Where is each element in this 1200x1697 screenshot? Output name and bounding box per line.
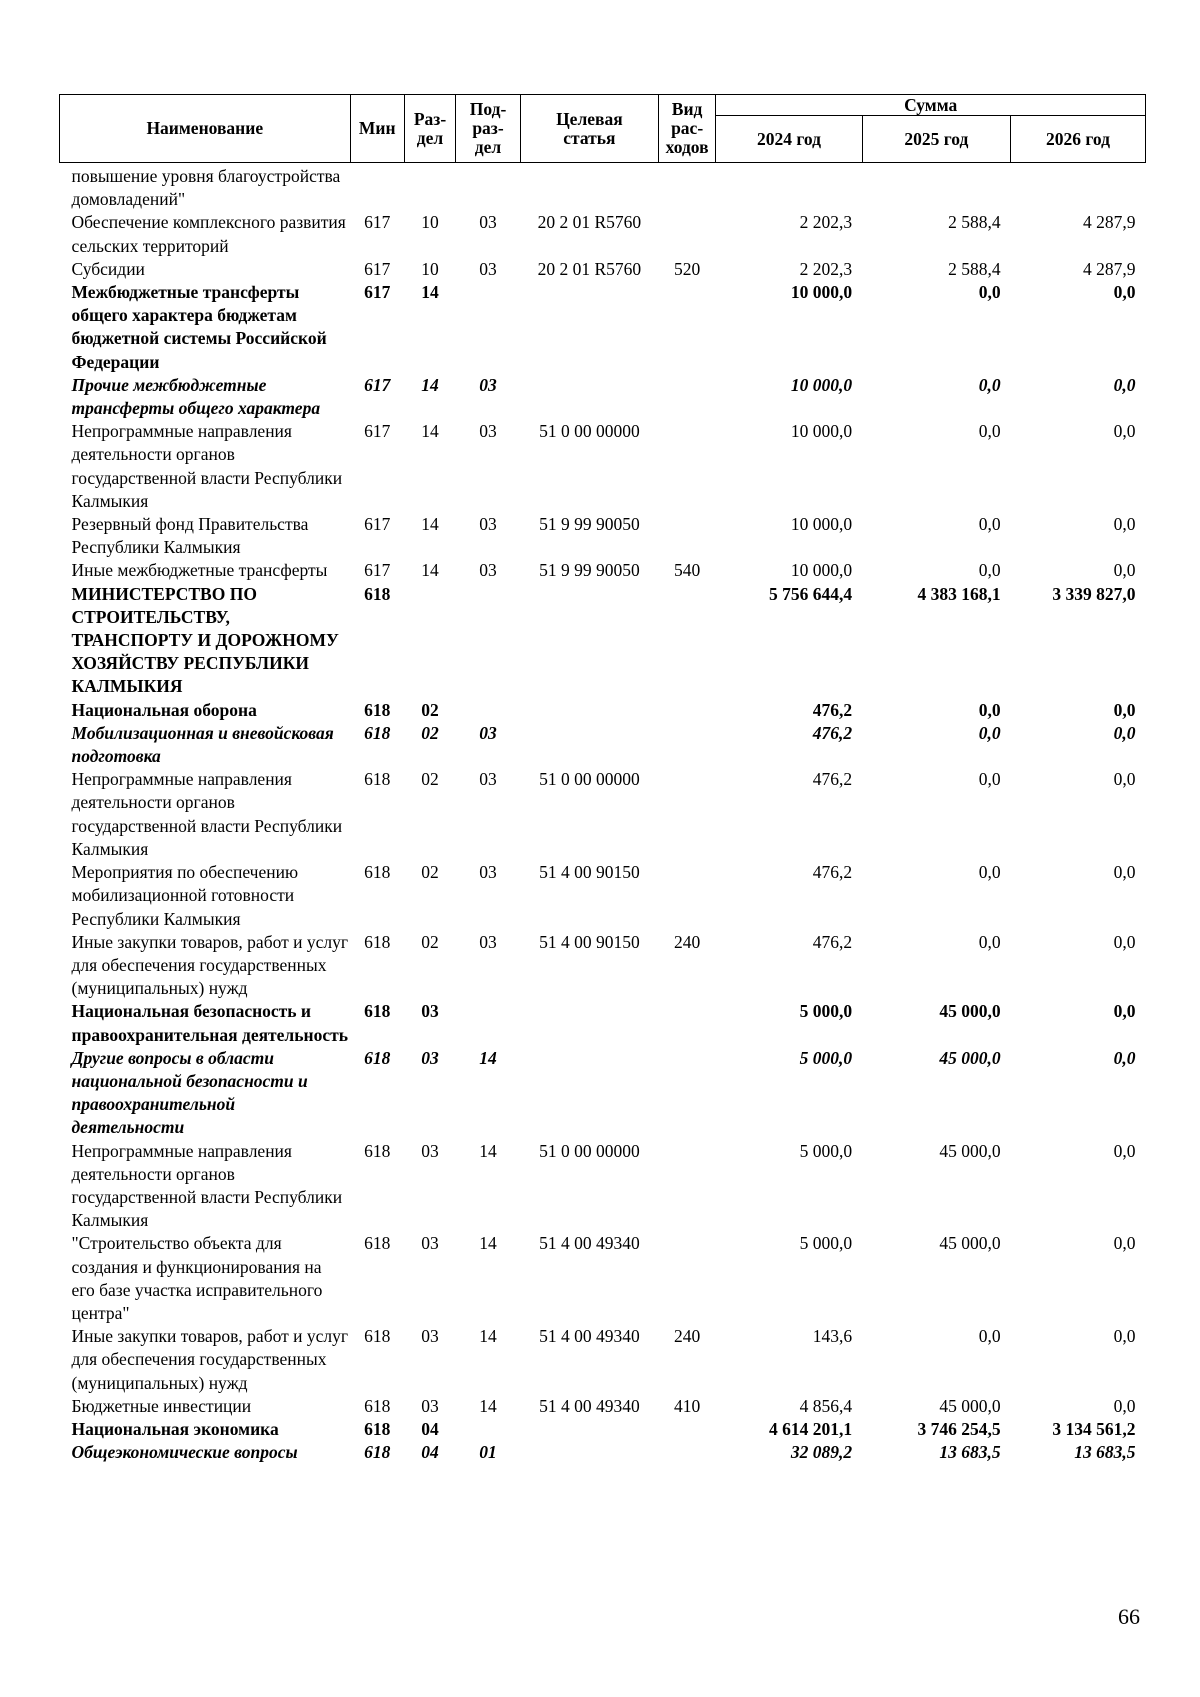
row-razdel: 14	[421, 560, 439, 581]
row-expense-type: 410	[673, 1395, 701, 1416]
row-sum-2025: 2 588,4	[948, 258, 1001, 279]
row-podrazdel: 03	[479, 212, 497, 233]
header-year-2025: 2025 год	[862, 116, 1010, 163]
row-target-article: 51 9 99 90050	[539, 560, 640, 581]
row-target-article: 51 4 00 49340	[539, 1395, 640, 1416]
row-expense-type	[658, 699, 715, 722]
row-podrazdel: 03	[479, 560, 497, 581]
table-row	[60, 211, 1146, 257]
row-sum-2024: 10 000,0	[790, 514, 853, 535]
row-sum-2025: 0,0	[978, 421, 1001, 442]
row-sum-2024: 32 089,2	[790, 1442, 853, 1463]
row-expense-type	[658, 374, 715, 420]
row-min: 618	[364, 1233, 391, 1254]
row-sum-2025: 0,0	[978, 374, 1001, 395]
table-row	[60, 513, 1146, 559]
table-row	[60, 583, 1146, 699]
row-min: 618	[364, 862, 391, 883]
row-sum-2025: 4 383 168,1	[917, 583, 1001, 604]
row-target-article: 51 4 00 90150	[539, 931, 640, 952]
row-min: 618	[364, 1140, 391, 1161]
row-sum-2025: 0,0	[978, 862, 1001, 883]
row-sum-2024: 476,2	[812, 722, 853, 743]
row-razdel: 14	[421, 374, 439, 395]
row-sum-2025: 0,0	[978, 560, 1001, 581]
row-razdel: 03	[421, 1001, 439, 1022]
row-razdel: 03	[421, 1140, 439, 1161]
row-min: 618	[364, 1442, 391, 1463]
header-sum: Сумма	[716, 95, 1146, 116]
table-body	[60, 163, 1146, 1465]
row-podrazdel: 03	[479, 421, 497, 442]
row-podrazdel: 03	[479, 722, 497, 743]
row-expense-type	[658, 513, 715, 559]
table-row	[60, 861, 1146, 931]
row-target-article: 51 4 00 49340	[539, 1233, 640, 1254]
row-razdel: 10	[421, 212, 439, 233]
row-sum-2024: 2 202,3	[799, 258, 853, 279]
row-sum-2024: 2 202,3	[799, 212, 853, 233]
row-podrazdel: 14	[479, 1047, 497, 1068]
row-name: Общеэкономические вопросы	[71, 1442, 298, 1463]
row-expense-type	[658, 1047, 715, 1140]
row-name: Национальная безопасность и правоохранительная деятельность	[71, 1001, 348, 1045]
row-expense-type	[658, 722, 715, 768]
table-row	[60, 1232, 1146, 1325]
row-min: 618	[364, 1395, 391, 1416]
table-row	[60, 768, 1146, 861]
table-row	[60, 1441, 1146, 1464]
row-name: Иные закупки товаров, работ и услуг для обеспечения государственных (муниципальных) нужд	[71, 1326, 349, 1393]
row-name: Межбюджетные трансферты общего характера бюджетам бюджетной системы Российской Федерации	[71, 282, 327, 372]
row-name: Субсидии	[71, 258, 145, 279]
row-expense-type	[658, 1441, 715, 1464]
row-sum-2026: 13 683,5	[1074, 1442, 1136, 1463]
row-min: 617	[364, 560, 391, 581]
row-sum-2026: 0,0	[1113, 1326, 1136, 1347]
row-sum-2026: 4 287,9	[1083, 212, 1136, 233]
row-sum-2024: 10 000,0	[790, 282, 853, 303]
row-expense-type: 240	[673, 1326, 701, 1347]
row-target-article: 20 2 01 R5760	[537, 212, 642, 233]
row-expense-type	[658, 1418, 715, 1441]
row-razdel: 02	[421, 722, 439, 743]
row-razdel: 14	[421, 421, 439, 442]
row-sum-2024: 476,2	[812, 699, 853, 720]
row-razdel	[404, 583, 455, 699]
row-name: Другие вопросы в области национальной безопасности и правоохранительной деятельности	[71, 1047, 308, 1138]
row-podrazdel: 03	[479, 769, 497, 790]
row-sum-2024: 143,6	[812, 1326, 853, 1347]
table-row	[60, 1325, 1146, 1395]
row-razdel: 02	[421, 769, 439, 790]
row-podrazdel	[456, 281, 521, 374]
header-min: Мин	[350, 95, 404, 163]
row-target-article: 51 0 00 00000	[539, 769, 640, 790]
row-podrazdel	[456, 1000, 521, 1046]
row-sum-2026	[1011, 163, 1146, 212]
row-podrazdel	[456, 583, 521, 699]
row-sum-2026: 0,0	[1113, 1233, 1136, 1254]
row-name: "Строительство объекта для создания и функционирования на его базе участка исправительного центра"	[71, 1233, 323, 1323]
row-sum-2024: 476,2	[812, 769, 853, 790]
row-min: 617	[364, 514, 391, 535]
row-sum-2024: 10 000,0	[790, 374, 853, 395]
row-min: 618	[364, 1001, 391, 1022]
row-sum-2024: 476,2	[812, 862, 853, 883]
row-podrazdel: 03	[479, 514, 497, 535]
row-expense-type	[658, 163, 715, 212]
row-razdel: 14	[421, 282, 439, 303]
row-sum-2025: 0,0	[978, 699, 1001, 720]
row-sum-2025: 0,0	[978, 514, 1001, 535]
row-sum-2026: 4 287,9	[1083, 258, 1136, 279]
header-year-2024: 2024 год	[716, 116, 862, 163]
table-row	[60, 722, 1146, 768]
row-sum-2024: 4 614 201,1	[769, 1418, 853, 1439]
row-sum-2026: 0,0	[1113, 769, 1136, 790]
row-min: 617	[364, 374, 391, 395]
row-sum-2026: 0,0	[1113, 1395, 1136, 1416]
row-expense-type	[658, 281, 715, 374]
row-sum-2024: 10 000,0	[790, 421, 853, 442]
table-row	[60, 1047, 1146, 1140]
row-razdel	[404, 163, 455, 212]
header-expense-type: Вид рас- ходов	[658, 95, 715, 163]
row-min: 617	[364, 212, 391, 233]
row-razdel: 02	[421, 931, 439, 952]
table-row	[60, 1395, 1146, 1418]
row-min: 618	[364, 769, 391, 790]
row-sum-2025: 45 000,0	[939, 1233, 1001, 1254]
row-expense-type: 520	[673, 258, 701, 279]
row-sum-2024: 5 756 644,4	[769, 583, 853, 604]
header-name: Наименование	[60, 95, 351, 163]
row-sum-2026: 0,0	[1113, 374, 1136, 395]
row-sum-2026: 0,0	[1113, 514, 1136, 535]
row-sum-2026: 0,0	[1113, 1140, 1136, 1161]
row-sum-2024: 5 000,0	[799, 1001, 853, 1022]
row-name: Непрограммные направления деятельности органов государственной власти Республики Калмыкия	[71, 1140, 343, 1231]
row-sum-2026: 0,0	[1113, 421, 1136, 442]
row-min: 618	[364, 583, 391, 604]
row-target-article	[520, 583, 658, 699]
row-podrazdel: 14	[479, 1233, 497, 1254]
row-sum-2026: 3 339 827,0	[1052, 583, 1136, 604]
row-podrazdel	[456, 163, 521, 212]
row-sum-2025: 45 000,0	[939, 1140, 1001, 1161]
row-sum-2026: 0,0	[1113, 931, 1136, 952]
table-row	[60, 1140, 1146, 1233]
row-sum-2026: 0,0	[1113, 282, 1136, 303]
row-sum-2024: 5 000,0	[799, 1233, 853, 1254]
row-sum-2025: 0,0	[978, 769, 1001, 790]
row-sum-2026: 3 134 561,2	[1052, 1418, 1136, 1439]
header-razdel: Раз- дел	[404, 95, 455, 163]
row-name: Бюджетные инвестиции	[71, 1395, 252, 1416]
row-name: повышение уровня благоустройства домовладений"	[71, 166, 341, 210]
table-row	[60, 931, 1146, 1001]
row-expense-type	[658, 420, 715, 513]
page-number: 66	[1118, 1604, 1140, 1629]
header-year-2026: 2026 год	[1011, 116, 1146, 163]
row-expense-type	[658, 768, 715, 861]
row-target-article	[520, 1047, 658, 1140]
row-target-article: 51 4 00 49340	[539, 1326, 640, 1347]
row-podrazdel	[456, 699, 521, 722]
row-target-article: 51 0 00 00000	[539, 421, 640, 442]
row-sum-2024	[716, 163, 862, 212]
row-sum-2024: 5 000,0	[799, 1047, 853, 1068]
row-target-article	[520, 163, 658, 212]
table-header	[60, 95, 1146, 163]
row-min: 618	[364, 1047, 391, 1068]
row-min: 617	[364, 421, 391, 442]
row-target-article: 51 0 00 00000	[539, 1140, 640, 1161]
row-target-article	[520, 374, 658, 420]
row-target-article	[520, 1441, 658, 1464]
row-min: 618	[364, 1418, 391, 1439]
row-podrazdel: 03	[479, 374, 497, 395]
row-razdel: 02	[421, 699, 439, 720]
row-razdel: 03	[421, 1047, 439, 1068]
row-name: Непрограммные направления деятельности органов государственной власти Республики Калмыкия	[71, 769, 343, 859]
table-row	[60, 374, 1146, 420]
row-sum-2024: 476,2	[812, 931, 853, 952]
row-name: Обеспечение комплексного развития сельских территорий	[71, 212, 346, 256]
row-sum-2026: 0,0	[1113, 1001, 1136, 1022]
row-name: Резервный фонд Правительства Республики Калмыкия	[71, 514, 309, 558]
row-sum-2025: 0,0	[978, 282, 1001, 303]
row-razdel: 10	[421, 258, 439, 279]
row-name: Иные закупки товаров, работ и услуг для обеспечения государственных (муниципальных) нужд	[71, 931, 349, 999]
row-expense-type	[658, 1000, 715, 1046]
row-sum-2025: 45 000,0	[939, 1001, 1001, 1022]
table-row	[60, 1418, 1146, 1441]
row-sum-2025: 45 000,0	[939, 1047, 1001, 1068]
row-razdel: 02	[421, 862, 439, 883]
row-name: Иные межбюджетные трансферты	[71, 560, 328, 581]
row-sum-2025: 0,0	[978, 722, 1001, 743]
header-target-article: Целевая статья	[520, 95, 658, 163]
table-row	[60, 1000, 1146, 1046]
row-name: МИНИСТЕРСТВО ПО СТРОИТЕЛЬСТВУ, ТРАНСПОРТУ И ДОРОЖНОМУ ХОЗЯЙСТВУ РЕСПУБЛИКИ КАЛМЫКИЯ	[71, 583, 339, 697]
row-sum-2025: 0,0	[978, 1326, 1001, 1347]
row-name: Национальная экономика	[71, 1418, 279, 1439]
row-podrazdel: 03	[479, 258, 497, 279]
row-expense-type: 540	[673, 560, 701, 581]
row-min: 617	[364, 258, 391, 279]
row-min: 618	[364, 931, 391, 952]
row-expense-type: 240	[673, 931, 701, 952]
row-sum-2026: 0,0	[1113, 1047, 1136, 1068]
row-expense-type	[658, 1232, 715, 1325]
row-name: Национальная оборона	[71, 699, 257, 720]
row-sum-2026: 0,0	[1113, 560, 1136, 581]
row-min: 618	[364, 699, 391, 720]
row-razdel: 14	[421, 514, 439, 535]
row-podrazdel: 14	[479, 1140, 497, 1161]
row-razdel: 03	[421, 1395, 439, 1416]
row-sum-2025: 45 000,0	[939, 1395, 1001, 1416]
table-row	[60, 699, 1146, 722]
row-sum-2024: 4 856,4	[799, 1395, 853, 1416]
row-target-article	[520, 1418, 658, 1441]
table-row	[60, 281, 1146, 374]
table-row	[60, 258, 1146, 281]
row-expense-type	[658, 1140, 715, 1233]
row-min: 618	[364, 722, 391, 743]
row-expense-type	[658, 583, 715, 699]
row-sum-2025: 0,0	[978, 931, 1001, 952]
row-sum-2025: 2 588,4	[948, 212, 1001, 233]
row-target-article: 51 4 00 90150	[539, 862, 640, 883]
row-target-article	[520, 722, 658, 768]
row-name: Мероприятия по обеспечению мобилизационной готовности Республики Калмыкия	[71, 862, 299, 929]
row-podrazdel	[456, 1418, 521, 1441]
row-razdel: 03	[421, 1326, 439, 1347]
row-sum-2024: 10 000,0	[790, 560, 853, 581]
row-podrazdel: 14	[479, 1395, 497, 1416]
table-row	[60, 163, 1146, 212]
row-sum-2024: 5 000,0	[799, 1140, 853, 1161]
row-sum-2026: 0,0	[1113, 862, 1136, 883]
row-target-article	[520, 281, 658, 374]
row-target-article	[520, 1000, 658, 1046]
row-target-article: 51 9 99 90050	[539, 514, 640, 535]
row-podrazdel: 03	[479, 862, 497, 883]
row-sum-2026: 0,0	[1113, 699, 1136, 720]
row-razdel: 04	[421, 1442, 439, 1463]
row-podrazdel: 03	[479, 931, 497, 952]
table-row	[60, 420, 1146, 513]
row-target-article	[520, 699, 658, 722]
row-min: 618	[364, 1326, 391, 1347]
row-target-article: 20 2 01 R5760	[537, 258, 642, 279]
header-podrazdel: Под- раз- дел	[456, 95, 521, 163]
row-sum-2025: 3 746 254,5	[917, 1418, 1001, 1439]
row-min	[350, 163, 404, 212]
row-sum-2025	[862, 163, 1010, 212]
row-podrazdel: 14	[479, 1326, 497, 1347]
row-expense-type	[658, 861, 715, 931]
row-min: 617	[364, 282, 391, 303]
row-name: Прочие межбюджетные трансферты общего характера	[71, 374, 321, 419]
row-sum-2026: 0,0	[1113, 722, 1136, 743]
row-razdel: 03	[421, 1233, 439, 1254]
row-podrazdel: 01	[479, 1442, 497, 1463]
budget-table	[59, 94, 1146, 1464]
row-name: Непрограммные направления деятельности органов государственной власти Республики Калмыкия	[71, 421, 343, 511]
row-razdel: 04	[421, 1418, 439, 1439]
row-name: Мобилизационная и вневойсковая подготовка	[71, 722, 334, 767]
row-sum-2025: 13 683,5	[939, 1442, 1001, 1463]
table-row	[60, 559, 1146, 582]
row-expense-type	[658, 211, 715, 257]
